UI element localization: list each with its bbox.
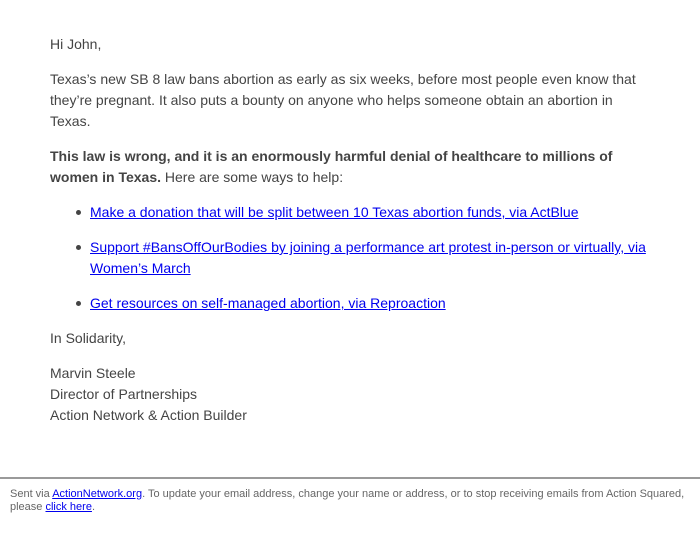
footer-middle: . To update your email address, change your name or address, or to stop receiving emails from Action Squared, please bbox=[10, 488, 685, 513]
email-footer bbox=[0, 477, 700, 514]
intro-paragraph: Texas’s new SB 8 law bans abortion as early as six weeks, before most people even know that they’re pregnant. It also puts a bounty on anyone who helps someone obtain an abortion in Texas. bbox=[50, 71, 636, 129]
signature-name: Marvin Steele bbox=[50, 365, 136, 381]
signature bbox=[50, 363, 650, 426]
click-here-link[interactable]: click here bbox=[45, 501, 92, 513]
protest-link[interactable]: Support #BansOffOurBodies by joining a performance art protest in-person or virtually, via Women’s March bbox=[90, 239, 646, 276]
email-body bbox=[50, 34, 650, 440]
bullet-icon bbox=[76, 301, 81, 306]
footer-prefix: Sent via bbox=[10, 488, 53, 500]
signature-title: Director of Partnerships bbox=[50, 386, 198, 402]
greeting: Hi John, bbox=[50, 36, 102, 52]
actionnetwork-link[interactable]: ActionNetwork.org bbox=[52, 488, 143, 500]
resources-link[interactable]: Get resources on self-managed abortion, via Reproaction bbox=[90, 295, 446, 311]
bullet-icon bbox=[76, 245, 81, 250]
list-item bbox=[90, 293, 650, 314]
list-item bbox=[90, 237, 650, 279]
call-to-action-paragraph bbox=[50, 146, 650, 188]
help-lead-in: Here are some ways to help: bbox=[161, 169, 344, 185]
bold-statement: This law is wrong, and it is an enormously harmful denial of healthcare to millions of women in Texas. bbox=[50, 148, 613, 185]
list-item bbox=[90, 202, 650, 223]
help-links-list bbox=[50, 202, 650, 314]
closing: In Solidarity, bbox=[50, 330, 126, 346]
signature-org: Action Network & Action Builder bbox=[50, 407, 247, 423]
donation-link[interactable]: Make a donation that will be split between 10 Texas abortion funds, via ActBlue bbox=[90, 204, 579, 220]
footer-suffix: . bbox=[91, 501, 96, 513]
bullet-icon bbox=[76, 210, 81, 215]
